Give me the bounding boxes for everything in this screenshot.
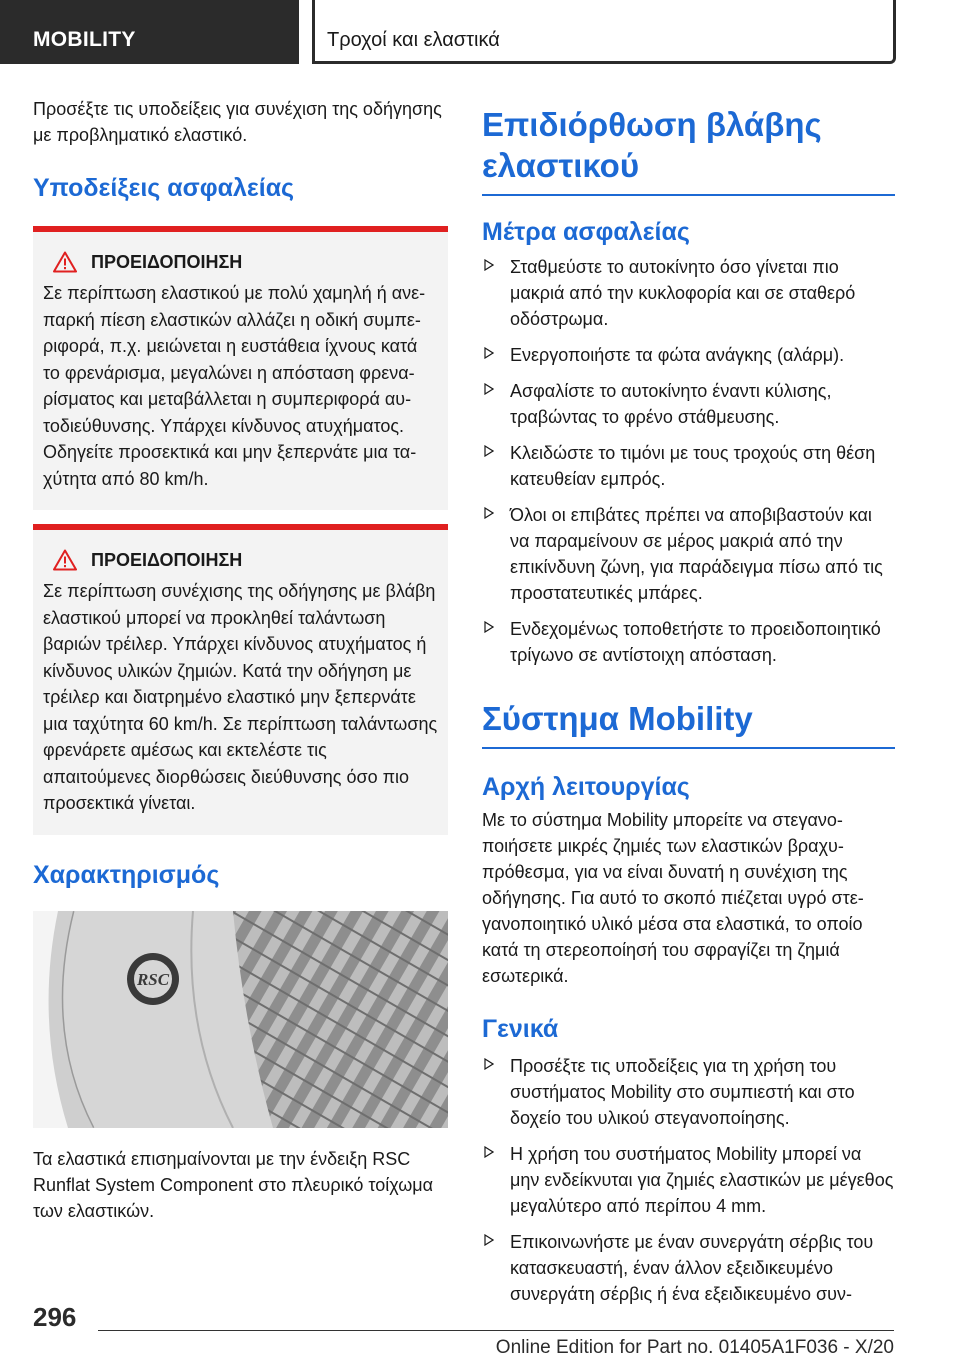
list-item: Ενδεχομένως τοποθετήστε το προειδοποιητικό τρίγωνο σε αντίστοιχη απόσταση.: [482, 616, 895, 668]
list-item: Σταθμεύστε το αυτοκίνητο όσο γίνεται πιο μακριά από την κυκλοφορία και σε σταθερό οδόστρωμα.: [482, 254, 895, 332]
repair-heading: Επιδιόρθωση βλάβης ελαστικού: [482, 106, 822, 184]
warning-box-1: [33, 226, 448, 510]
intro-text: Προσέξτε τις υποδείξεις για συνέχιση της οδήγησης με προβληματικό ελαστικό.: [33, 99, 442, 145]
warning-title: ΠΡΟΕΙΔΟΠΟΙΗΣΗ: [91, 251, 243, 272]
measures-heading: Μέτρα ασφαλείας: [482, 218, 690, 246]
list-item: Ενεργοποιήστε τα φώτα ανάγκης (αλάρμ).: [482, 342, 895, 368]
image-caption: Τα ελαστικά επισημαίνονται με την ένδειξη RSC Runflat System Component στο πλευρικό τοίχωμα των ελαστικών.: [33, 1148, 434, 1221]
safety-heading: Υποδείξεις ασφαλείας: [33, 174, 295, 202]
header-section-label: MOBILITY: [33, 28, 136, 51]
mobility-heading: Σύστημα Mobility: [482, 700, 753, 737]
principle-heading: Αρχή λειτουργίας: [482, 773, 690, 801]
right-column: [482, 96, 895, 1307]
bullet-arrow-icon: [484, 621, 494, 633]
warning-header: [43, 548, 438, 572]
warning-triangle-icon: [53, 549, 77, 571]
bullet-arrow-icon: [484, 1146, 494, 1158]
bullet-arrow-icon: [484, 1058, 494, 1070]
header-section-tab: [0, 0, 299, 64]
list-item: Επικοινωνήστε με έναν συνεργάτη σέρβις του κατασκευαστή, έναν άλλον εξειδικευμένο συνεργάτη σέρβις ή ένα εξειδικευμένο συν-: [482, 1229, 895, 1307]
heading-rule: [482, 747, 895, 749]
general-list: [482, 1053, 895, 1307]
edition-footer: Online Edition for Part no. 01405A1F036 - X/20: [495, 1337, 894, 1358]
bullet-arrow-icon: [484, 507, 494, 519]
header-chapter-tab: [312, 0, 896, 64]
bullet-arrow-icon: [484, 445, 494, 457]
svg-text:RSC: RSC: [136, 969, 170, 989]
list-item: Προσέξτε τις υποδείξεις για τη χρήση του συστήματος Mobility στο συμπιεστή και στο δοχείο του υλικού στεγανοποίησης.: [482, 1053, 895, 1131]
heading-rule: [482, 194, 895, 196]
general-heading: Γενικά: [482, 1015, 559, 1043]
rsc-logo-icon: [127, 953, 179, 1005]
list-item: Όλοι οι επιβάτες πρέπει να αποβιβαστούν και να παραμείνουν σε μέρος μακριά από την επικίνδυνη ζώνη, για παράδειγμα πίσω από τις προστατευτικές μπάρες.: [482, 502, 895, 606]
page-number: 296: [33, 1302, 77, 1332]
list-item: Κλειδώστε το τιμόνι με τους τροχούς στη θέση κατευθείαν εμπρός.: [482, 440, 895, 492]
warning-title: ΠΡΟΕΙΔΟΠΟΙΗΣΗ: [91, 549, 243, 570]
warning-text: Σε περίπτωση συνέχισης της οδήγησης με βλάβη ελαστικού μπορεί να προκληθεί ταλάντωση βαριών τρέιλερ. Υπάρχει κίνδυνος ατυχήματος ή κίνδυνος υλικών ζημιών. Κατά την οδήγηση με τρέιλερ και διατρημένο ελαστικό μην ξεπερνάτε μια ταχύτητα 60 km/h. Σε περίπτωση ταλάντωσης φρενάρετε αμέσως και εκτελέστε τις απαιτούμενες διορθώσεις διεύθυνσης όσο πιο προσεκτικά γίνεται.: [43, 581, 438, 813]
bullet-arrow-icon: [484, 259, 494, 271]
marking-heading: Χαρακτηρισμός: [33, 860, 220, 889]
warning-triangle-icon: [53, 251, 77, 273]
bullet-arrow-icon: [484, 347, 494, 359]
warning-box-2: [33, 524, 448, 835]
warning-header: [43, 250, 438, 274]
tire-sidewall-image: [33, 911, 448, 1128]
left-column: [33, 96, 448, 1224]
list-item: Ασφαλίστε το αυτοκίνητο έναντι κύλισης, τραβώντας το φρένο στάθμευσης.: [482, 378, 895, 430]
principle-text: Με το σύστημα Mobility μπορείτε να στεγανοποιήσετε μικρές ζημιές των ελαστικών βραχυπρόθεσμα, για να είναι δυνατή η συνέχιση της οδήγησης. Για αυτό το σκοπό πιέζεται υγρό στεγανοποιητικό υλικό μέσα στα ελαστικά, το οποίο κατά τη στερεοποίησή του σφραγίζει τη ζημιά εσωτερικά.: [482, 810, 864, 986]
list-item: Η χρήση του συστήματος Mobility μπορεί να μην ενδείκνυται για ζημιές ελαστικών με μέγεθος μεγαλύτερο από περίπου 4 mm.: [482, 1141, 895, 1219]
warning-text: Σε περίπτωση ελαστικού με πολύ χαμηλή ή ανεπαρκή πίεση ελαστικών αλλάζει η οδική συμπεριφορά, π.χ. μειώνεται η ευστάθεια ίχνους κατά το φρενάρισμα, μεγαλώνει η απόσταση φρεναρίσματος και μεταβάλλεται η συμπεριφορά αυτοδιεύθυνσης. Υπάρχει κίνδυνος ατυχήματος. Οδηγείτε προσεκτικά και μην ξεπερνάτε μια ταχύτητα από 80 km/h.: [43, 283, 426, 489]
bullet-arrow-icon: [484, 383, 494, 395]
bullet-arrow-icon: [484, 1234, 494, 1246]
footer-rule: [98, 1330, 894, 1331]
measures-list: [482, 254, 895, 668]
header-chapter-label: Τροχοί και ελαστικά: [327, 29, 500, 51]
